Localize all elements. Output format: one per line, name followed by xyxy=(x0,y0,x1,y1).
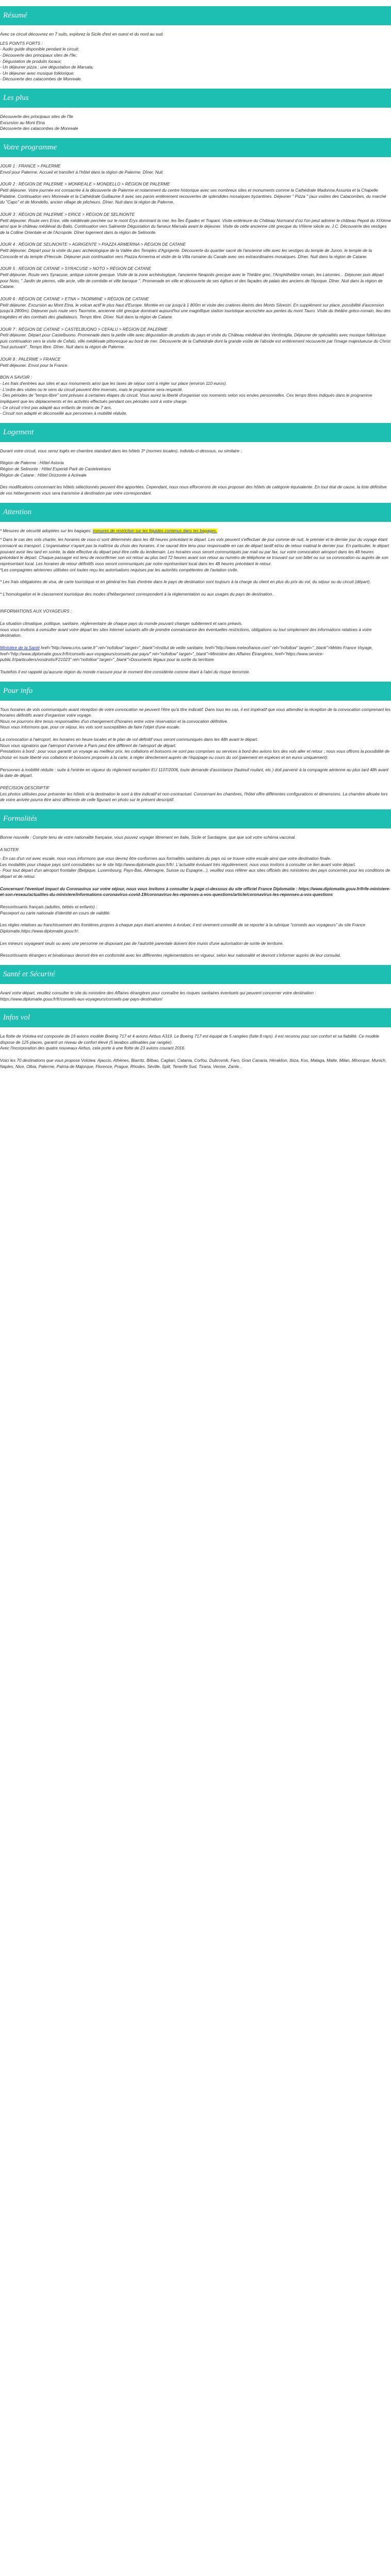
pour-info-mobilite: Personnes à mobilité réduite : suite à l'entrée en vigueur du règlement européen EU 1107/2006, toute demande d'assistance (fauteuil roulant, etc.) doit parvenir à la compagnie aérienne au plus tard 48h avant la date de départ. xyxy=(0,767,389,778)
section-sante xyxy=(0,990,391,1002)
info-voyageurs-title: INFORMATIONS AUX VOYAGEURS : xyxy=(0,609,72,614)
section-header-formalites: Formalités xyxy=(0,809,391,828)
info-links xyxy=(0,645,391,663)
program-day-2: JOUR 2 : RÉGION DE PALERME > MONREALE > MONDELLO > RÉGION DE PALERME Petit déjeuner. Votre journée est consacrée à la découverte de Palerme et notamment du centre historique avec ses nombreux sites et monuments comme la Cathédrale Madonna Assunta et la Chapelle Palatine. Continuation vers Monreale et la Cathédrale Guillaume II avec ses parois entièrement recouvertes de splendides mosaïques byzantines. Déjeuner " Pizza " (aux voûtes des Catacombes, du marché du "Capo" et de Mondello, ancien village de pêcheurs. Dîner. Nuit dans la région de Palerme. xyxy=(0,182,386,205)
section-header-attention: Attention xyxy=(0,503,391,522)
attention-bagages xyxy=(0,528,391,534)
infos-vol-destinations: Voici les 70 destinations que vous propose Volotea: Ajaccio, Athènes, Biarritz, Bilbao, Cagliari, Catania, Corfou, Dubrovnik, Faro, Gran Canaria, Héraklion, Ibiza, Kos, Malaga, Malte, Milan, Minorque, Munich, Naples, Nice, Olbia, Palerme, Palma de Majorque, Florence, Prague, Rhodes, Séville, Split, Tenerife Sud, Tirana, Venise, Zante... xyxy=(0,1058,387,1069)
program-day-4: JOUR 4 : RÉGION DE SELINONTE > AGRIGENTE > PIAZZA ARMERINA > RÉGION DE CATANE Petit déjeuner. Départ pour la visite du parc archéologique de la Vallée des Temples d'Agrigente. Découverte du quartier sacré de l'ancienne ville avec les vestiges du temple de Junon, le temple de la Concorde et du temple d'Hercule. Déjeuner puis continuation vers Piazza Armerina et visite de la Villa romaine du Casale avec ses extraordinaires mosaïques. Dîner. Nuit dans la région de Catane. xyxy=(0,242,372,259)
section-header-sante: Santé et Sécurité xyxy=(0,965,391,984)
section-formalites xyxy=(0,835,391,959)
liquids-restriction-link[interactable]: mesures de restriction sur les liquides contenus dans les bagages. xyxy=(92,528,217,533)
logement-hotels: Région de Palerme : Hôtel Astoria Région de Selinonte : Hôtel Esperidi Park de Castelvetrano Région de Catane : Hôtel Orizzonte à Acireale xyxy=(0,461,111,478)
page xyxy=(0,6,391,1070)
formalites-coronavirus: Concernant l'éventuel impact du Coronavirus sur votre séjour, nous vous invitons à consulter la page ci-dessous du site officiel France Diplomatie : https://www.diplomatie.gouv.fr/fr/le-ministere-et-son-reseau/actualites-du-ministere/informations-coronavirus-covid-19/coronavirus-les-reponses-a-vos-questions/article/coronavirus-les-reponses-a-vos-questions xyxy=(0,886,390,897)
attention-frais: * Les frais obligatoires de visa, de carte touristique et en général les frais d'entrée dans le pays de destination sont toujours à la charge du client en plus du prix du vol, du séjour ou du circuit (départ). xyxy=(0,580,371,585)
resume-intro: Avec ce circuit découvrez en 7 suits, explorez la Sicile d'est en ouest et du nord au sud. xyxy=(0,32,164,37)
resume-highlights: LES POINTS FORTS : - Audio guide disponible pendant le circuit; - Découverte des principaux sites de l'île; - Dégustation de produits locaux; - Un déjeuner pizza ; une dégustation de Marsala; - Un déjeuner avec musique folklorique; - Découverte des catacombes de Monreale. xyxy=(0,41,94,82)
formalites-etrangers: Ressortissants étrangers et binationaux devront être en conformité avec les différentes réglementations en vigueur, selon leur nationalité et devront s'informer auprès de leur consulat. xyxy=(0,953,341,958)
attention-homologation: * L'homologation et le classement touristique des modes d'hébergement correspondent à la réglementation ou aux usages du pays de destination. xyxy=(0,591,273,597)
section-programme xyxy=(0,163,391,417)
program-day-7: JOUR 7 : RÉGION DE CATANE > CASTELBUONO > CEFALU > RÉGION DE PALERME Petit déjeuner. Départ pour Castelbuono. Promenade dans la petite ville avec dégustation de produits du pays et visite du Château médiéval des Ventimiglia. Déjeuner de spécialités avec musique folklorique puis continuation vers la visite de Cefalù, ville médiévale pittoresque au bord de mer. Découverte de la Cathédrale dont la grande voûte de l'abside est entièrement recouverte par l'image majestueuse du Christ "tout puissant". Temps libre. Dîner. Nuit dans la région de Palerme. xyxy=(0,327,390,350)
section-logement xyxy=(0,448,391,497)
formalites-mineurs: Les mineurs voyageant seuls ou avec une personne ne disposant pas de l'autorité parentale doivent être munis d'une autorisation de sortie de territoire. xyxy=(0,941,284,946)
bon-a-savoir: BON A SAVOIR : - Les frais d'entrées aux sites et aux monuments ainsi que les taxes de séjour sont à régler sur place (environ 110 euros). - L'ordre des visites ou le sens du circuit peuvent être inversés, mais le programme sera respecté. - Des périodes de "temps-libre" sont prévues à certaines étapes du circuit. Vous aurez la liberté d'organiser vos moments selon vos envies personnelles. Ces temps libres indiqués dans le programme impliquent que les déplacements et les activités effectués pendant ces périodes sont à votre charge. - Ce circuit n'est pas adapté aux enfants de moins de 7 ans. - Circuit non adapté et déconseillé aux personnes à mobilité réduite. xyxy=(0,375,372,416)
program-day-5: JOUR 5 : RÉGION DE CATANE > SYRACUSE > NOTO > RÉGION DE CATANE Petit déjeuner. Route vers Syracuse, antique colonie grecque. Visite de la zone archéologique, l'ancienne Neapolis grecque avec le Théâtre grec, l'Amphithéâtre romain, les Latomies... Déjeuner puis départ pour Noto, " Jardin de pierres, ville arcie, ville de comédie et ville baroque ". Promenade en ville et découverte de ses églises et des façades de palais des anciens de l'époque. Dîner. Nuit dans la région de Catane. xyxy=(0,266,384,290)
sante-text: Avant votre départ, veuillez consulter le site du ministère des Affaires étrangères pour connaître les risques sanitaires éventuels qui peuvent concerner votre destination : https://www.diplomatie.gouv.fr/fr/conseils-aux-voyageurs/conseils-par-pays-destination/ xyxy=(0,990,316,1002)
formalites-intro: Bonne nouvelle : Compte tenu de votre nationalité française, vous pouvez voyager librement en Italie, Sicile et Sardaigne, que que soit votre schéma vaccinal. xyxy=(0,835,296,840)
logement-note: Des modifications concernant les hôtels sélectionnés peuvent être apportées. Cependant, nous nous efforcerons de vous proposer des hôtels de catégorie équivalente. En tout état de cause, la liste définitive de vos hébergements vous sera transmise à destination par votre correspondant. xyxy=(0,485,387,496)
ministere-sante-link[interactable]: Ministère de la Santé xyxy=(0,646,40,650)
section-header-pour-info: Pour info xyxy=(0,682,391,701)
logement-intro: Durant votre circuit, vous serez logés en chambre standard dans les hôtels 3* (normes locales), individu-ci-dessous, ou similaire : xyxy=(0,448,242,453)
attention-vols: * Dans le cas des vols charter, les horaires de vous-ci sont déterminés dans les 48 heures précédant le départ. Les vols peuvent s'effectuer de jour comme de nuit, le premier et le dernier jour du voyage étant consacré au transport. L'organisateur n'ayant pas la maîtrise du choix des horaires, il ne saurait être tenu pour responsable en cas de départ tardif et/ou de retour matinal le dernier jour. En particulier, le départ pouvant avoir lieu tard en soirée, la date effective du départ peut être celle du lendemain. Les horaires vous seront communiqués par mail ou par fax, sur votre convocation aéroport dans les 48 heures précédant le départ. Chaque passager est tenu de reconfirmer son vol retour au plus tard 72 heures avant son retour au numéro de téléphone se trouvant sur son billet ou sur sa convocation ou auprès de son représentant local. Les horaires de retour définitifs vous seront communiqués par notre représentant local dans les 48 heures précédant le retour. *Les compagnies aériennes utilisées ont toutes reçu les autorisations requises par les autorités compétentes de l'aviation civile. xyxy=(0,537,389,572)
program-day-8: JOUR 8 : PALERME > FRANCE Petit déjeuner. Envol pour la France. xyxy=(0,357,69,368)
section-header-les-plus: Les plus xyxy=(0,89,391,108)
section-les-plus xyxy=(0,114,391,132)
info-voyageurs-text: La situation climatique, politique, sanitaire, réglementaire de chaque pays du monde pouvant changer subitement et sans préavis. nous vous invitons à consulter avant votre départ les sites Internet suivants afin de prendre connaissance des éventuelles restrictions, obligations ou tout simplement des informations relatives à votre destination. xyxy=(0,621,372,638)
les-plus-text: Découverte des principaux sites de l'île Excursion au Mont Etna Découverte des catacombes de Monreale xyxy=(0,114,78,131)
infos-vol-flotte: La flotte de Volotea est composée de 19 avions modèle Boeing 717 et 4 avions Airbus A319. Le Boeing 717 est équipé de 5 rangées (fuite 8 rays). il est reconnu pour son confort et sa fiabilité. Ce modèle dispose de 125 places, garanti un niveau de confort élevé (5 lavabos utilisables par rangée). Avec l'incorporation des quatre nouveaux Airbus, cela porte à une flotte de 23 avions courant 2016. xyxy=(0,1034,380,1051)
formalites-a-noter: - En cas d'un vol avec escale, nous vous informons que vous devrez être conformes aux formalités sanitaires du pays où se trouve votre escale ainsi que votre destination finale. Les modalités pour chaque pays sont consultables sur le site http://www.diplomatie.gouv.fr/fr/. L'actualité évoluant très régulièrement, nous vous invitons à consulter ce lien avant votre départ. - Pour tout départ d'un aéroport frontalier (Belgique, Luxembourg, Pays-Bas, Allemagne, Suisse ou Espagne...), veuillez vous référer aux sites officiels des ministères des pays concernés pour les conditions de départ et de retour. xyxy=(0,856,390,879)
section-infos-vol xyxy=(0,1033,391,1070)
pour-info-convocation: La convocation à l'aéroport, les horaires en heure locales et le plan de vol définitif vous seront communiqués dans les 48h avant le départ. Nous vous signalons que l'aéroport d'arrivée à Paris peut être différent de l'aéroport de départ. Prestations à bord : pour vous garantir un voyage au meilleur prix, les collations et boissons ne sont pas comprises ou services à bord des avions lors des vols aller et retour ; nous vous offrons la possibilité de choisir en toute liberté vos collations et boissons proposés à la carte, à régler directement auprès de l'équipage ou cours du vol (paiement en espèces et en euros uniquement). xyxy=(0,737,390,760)
section-attention xyxy=(0,528,391,675)
program-day-6: JOUR 6 : RÉGION DE CATANE > ETNA > TAORMINE > RÉGION DE CATANE Petit déjeuner. Excursion au Mont Etna, le volcan actif le plus haut d'Europe. Montée en car jusqu'à 1 800m et visite des cratères éteints des Monts Silvestri. En supplément sur place, possibilité d'ascension jusqu'à 2800m). Déjeuner puis route vers Taormine, ancienne cité grecque dominant aujourd'hui une magnifique station touristique accrochée aux pentes du mont Tauro. Visite du théâtre gréco-romain, lieu des tragédies et des combats des gladiateurs. Temps libre. Dîner. Nuit dans la région de Catane. xyxy=(0,296,390,319)
info-links-rest: href="http://www.cms.sante.fr" rel="nofollow" target="_blank">Institut de veille sanitaire, href="http://www.meteofrance.com" rel="nofollow" target="_blank">Météo France Voyage, href="http://www.diplomatie.gouv.fr/fr/conseils-aux-voyageurs/conseils-par-pays/" rel="nofollow" target="_blank">Ministère des Affaires Étrangères, href="https://www.service-public.fr/particuliers/vosdroits/F21023" rel="nofollow" target="_blank">Documents légaux pour la sortie du territoire. xyxy=(0,646,373,663)
section-pour-info xyxy=(0,707,391,803)
formalites-ressortissants: Ressortissants français (adultes, bébés et enfants) : Passeport ou carte nationale d'identité en cours de validité. xyxy=(0,905,111,916)
program-day-1: JOUR 1 : FRANCE > PALERME Envol pour Palerme. Accueil et transfert à l'hôtel dans la région de Palerme. Dîner, Nuit. xyxy=(0,164,164,175)
pour-info-precision: PRÉCISION DESCRIPTIF Les photos utilisées pour présenter les hôtels et la destination le sont à titre indicatif et non-contractuel. Concernant les chambres, l'hôtel offre différentes configurations et dimensions. La chambre allouée lors de votre arrivée pourra être ainsi différente de celle figurant en photo sur le présent descriptif. xyxy=(0,785,388,803)
formalites-a-noter-title: A NOTER xyxy=(0,847,19,852)
program-day-3: JOUR 3 : RÉGION DE PALERME > ERICE > RÉGION DE SELINONTE Petit déjeuner. Route vers Erice, ville médiévale perchée sur le mont Eryx dominant la mer, les Îles Égades et Trapani. Visite extérieure du Château Normand d'où l'on peut admirer le château Pepoli du XIXème ainsi que le château médiéval du Balio. Continuation vers Salinente Dégustation du fameux Marsala avant le déjeuner. Visite de cette ancienne cité grecque du VIIème siècle av. J.C. Découverte des vestiges de la Colline Orientale et de l'Acropole. Dîner logement dans la région de Selinonte. xyxy=(0,212,391,235)
pour-info-horaires: Tous horaires de vols communiqués avant réception de votre convocation ne peuvent l'être qu'à titre indicatif. Dans tous les cas, il est impératif que vous attendiez la réception de la convocation comprenant les horaires définitifs avant d'organiser votre voyage. Nous ne pourrons être tenus responsables d'un changement d'horaires entre votre réservation et la convocation définitive. Nous vous informons que, pour ce séjour, les vols sont susceptibles de faire l'objet d'une escale. xyxy=(0,707,390,730)
attention-bagages-label: * Mesures de sécurité adoptées sur les bagages: xyxy=(0,528,93,533)
section-header-infos-vol: Infos vol xyxy=(0,1008,391,1027)
section-header-logement: Logement xyxy=(0,423,391,442)
section-header-resume: Résumé xyxy=(0,6,391,25)
section-header-programme: Votre programme xyxy=(0,138,391,157)
section-resume xyxy=(0,31,391,82)
formalites-frontieres: Les règles relatives au franchissement des frontières propres à chaque pays étant amenées à évoluer, il est vivement conseillé de se reporter à la rubrique "conseils aux voyageurs" du site France Diplomatie,https://www.diplomatie.gouv.fr/. xyxy=(0,923,366,934)
attention-terrorisme: Toutefois il est rappelé qu'aucune région du monde n'assure pour le moment être considérée comme étant à l'abri du risque terroriste. xyxy=(0,669,250,674)
